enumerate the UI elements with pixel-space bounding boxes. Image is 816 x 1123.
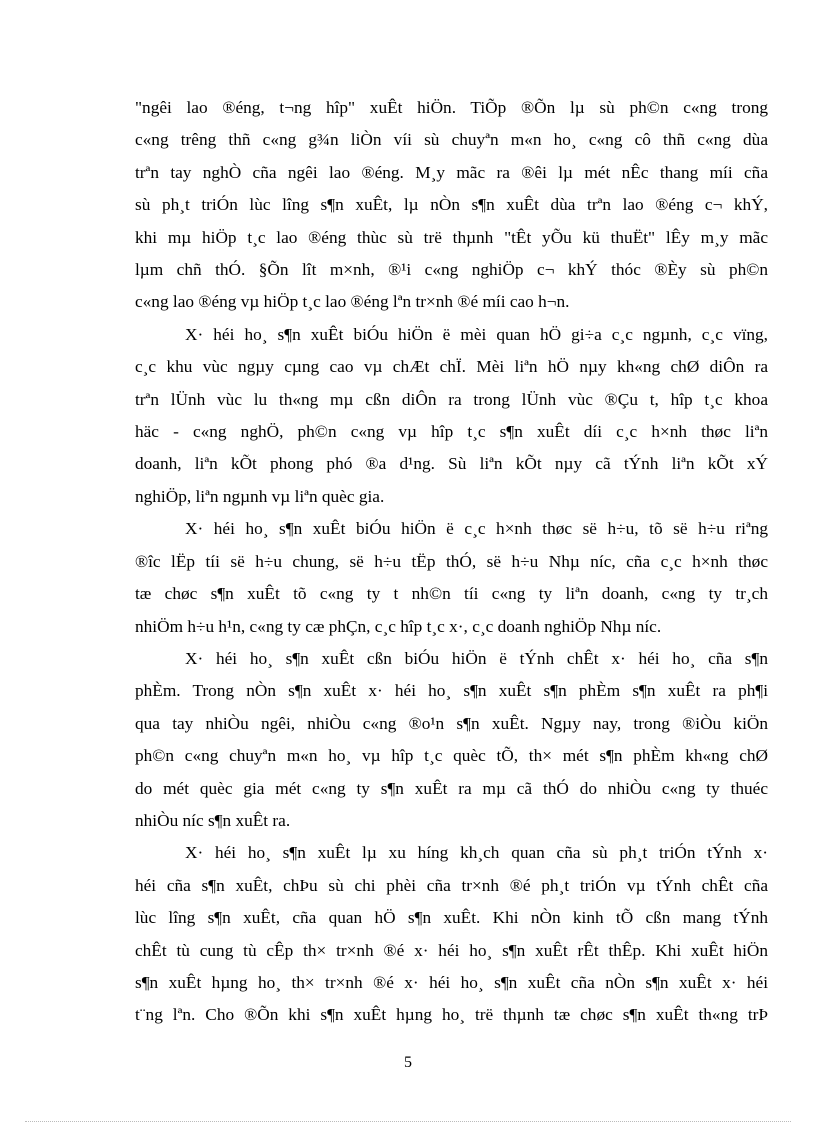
text-line: chÊt tù cung tù cÊp th× tr×nh ®é x· héi ho¸ s¶n xuÊt rÊt thÊp. Khi xuÊt hiÖn [135, 940, 768, 960]
text-line: qua tay nhiÒu ngêi, nhiÒu c«ng ®o¹n s¶n xuÊt. Ngµy nay, trong ®iÒu kiÖn [135, 713, 768, 733]
text-line: trªn lÜnh vùc lu th«ng mµ cßn diÔn ra trong lÜnh vùc ®Çu t, hîp t¸c khoa [135, 389, 768, 409]
page-number: 5 [404, 1054, 412, 1071]
body-text [135, 92, 768, 1032]
text-line: X· héi ho¸ s¶n xuÊt cßn biÓu hiÖn ë tÝnh chÊt x· héi ho¸ cña s¶n [185, 648, 768, 668]
text-line: c«ng trêng thñ c«ng g¾n liÒn víi sù chuyªn m«n ho¸ c«ng cô thñ c«ng dùa [135, 130, 768, 150]
text-line: lµm chñ thÓ. §Õn lît m×nh, ®¹i c«ng nghiÖp c¬ khÝ thóc ®Èy sù ph©n [135, 260, 768, 280]
text-line: s¶n xuÊt hµng ho¸ th× tr×nh ®é x· héi ho¸ s¶n xuÊt cña nÒn s¶n xuÊt x· héi [135, 972, 768, 992]
text-line: nghiÖp, liªn ngµnh vµ liªn quèc gia. [135, 486, 385, 506]
text-line: sù ph¸t triÓn lùc lîng s¶n xuÊt, lµ nÒn s¶n xuÊt dùa trªn lao ®éng c¬ khÝ, [135, 195, 768, 215]
text-line: trªn tay nghÒ cña ngêi lao ®éng. M¸y mãc ra ®êi lµ mét nÊc thang míi cña [135, 162, 768, 182]
text-line: ph©n c«ng chuyªn m«n ho¸ vµ hîp t¸c quèc tÕ, th× mét s¶n phÈm kh«ng chØ [135, 746, 768, 766]
text-line: khi mµ hiÖp t¸c lao ®éng thùc sù trë thµnh "tÊt yÕu kü thuËt" lÊy m¸y mãc [135, 227, 768, 247]
page-bottom-rule [25, 1121, 791, 1122]
text-line: doanh, liªn kÕt phong phó ®a d¹ng. Sù liªn kÕt nµy cã tÝnh liªn kÕt xÝ [135, 454, 768, 474]
text-line: lùc lîng s¶n xuÊt, cña quan hÖ s¶n xuÊt. Khi nÒn kinh tÕ cßn mang tÝnh [135, 908, 768, 928]
text-line: héi cña s¶n xuÊt, chÞu sù chi phèi cña tr×nh ®é ph¸t triÓn vµ tÝnh chÊt cña [135, 875, 768, 895]
text-line: "ngêi lao ®éng, t¬ng hîp" xuÊt hiÖn. TiÕp ®Õn lµ sù ph©n c«ng trong [135, 98, 768, 117]
text-line: c¸c khu vùc ngµy cµng cao vµ chÆt chÏ. Mèi liªn hÖ nµy kh«ng chØ diÔn ra [135, 357, 768, 377]
text-line: nhiÖm h÷u h¹n, c«ng ty cæ phÇn, c¸c hîp t¸c x·, c¸c doanh nghiÖp Nhµ níc. [135, 616, 662, 636]
text-line: nhiÒu níc s¶n xuÊt ra. [135, 810, 291, 830]
text-line: ®îc lËp tíi së h÷u chung, së h÷u tËp thÓ, së h÷u Nhµ níc, cña c¸c h×nh thøc [135, 551, 768, 571]
text-line: t¨ng lªn. Cho ®Õn khi s¶n xuÊt hµng ho¸ trë thµnh tæ chøc s¶n xuÊt th«ng trÞ [135, 1005, 768, 1025]
text-line: häc - c«ng nghÖ, ph©n c«ng vµ hîp t¸c s¶n xuÊt díi c¸c h×nh thøc liªn [135, 422, 768, 442]
text-line: X· héi ho¸ s¶n xuÊt biÓu hiÖn ë c¸c h×nh thøc së h÷u, tõ së h÷u riªng [185, 519, 768, 539]
text-line: do mét quèc gia mét c«ng ty s¶n xuÊt ra mµ cã thÓ do nhiÒu c«ng ty thuéc [135, 778, 768, 798]
text-line: X· héi ho¸ s¶n xuÊt biÓu hiÖn ë mèi quan hÖ gi÷a c¸c ngµnh, c¸c vïng, [185, 324, 768, 344]
text-line: phÈm. Trong nÒn s¶n xuÊt x· héi ho¸ s¶n xuÊt s¶n phÈm s¶n xuÊt ra ph¶i [135, 681, 768, 701]
text-line: X· héi ho¸ s¶n xuÊt lµ xu híng kh¸ch quan cña sù ph¸t triÓn tÝnh x· [185, 843, 768, 863]
text-line: tæ chøc s¶n xuÊt tõ c«ng ty t nh©n tíi c«ng ty liªn doanh, c«ng ty tr¸ch [135, 584, 768, 604]
text-line: c«ng lao ®éng vµ hiÖp t¸c lao ®éng lªn tr×nh ®é míi cao h¬n. [135, 292, 570, 312]
